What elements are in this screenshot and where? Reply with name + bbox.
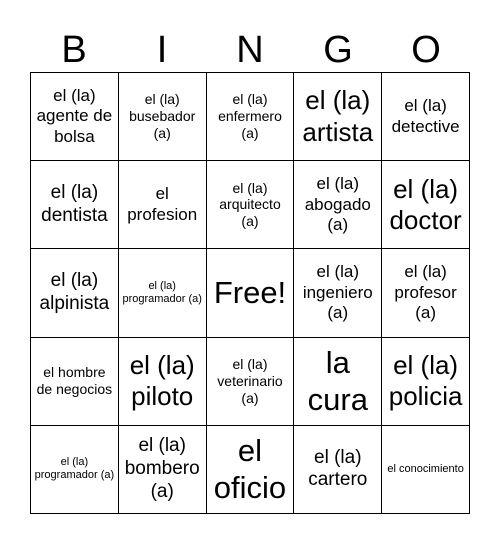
bingo-cell-r3c4[interactable] xyxy=(294,249,382,337)
cell-text: el (la) arquitecto (a) xyxy=(219,179,281,230)
bingo-cell-r3c1[interactable] xyxy=(31,249,119,337)
bingo-cell-r5c1[interactable] xyxy=(31,426,119,514)
bingo-cell-r3c2[interactable] xyxy=(119,249,207,337)
bingo-cell-r4c3[interactable] xyxy=(207,338,295,426)
bingo-cell-r4c4[interactable] xyxy=(294,338,382,426)
header-letter-g: G xyxy=(323,29,353,71)
bingo-cell-r2c1[interactable] xyxy=(31,161,119,249)
bingo-cell-r4c1[interactable] xyxy=(31,338,119,426)
cell-text: el (la) agente de bolsa xyxy=(36,86,113,146)
cell-text: el (la) dentista xyxy=(41,181,108,226)
bingo-header xyxy=(30,28,470,72)
bingo-cell-r5c2[interactable] xyxy=(119,426,207,514)
header-letter-n: N xyxy=(236,29,264,71)
header-letter-o: O xyxy=(411,29,441,71)
bingo-cell-r3c5[interactable] xyxy=(382,249,470,337)
cell-text: el profesion xyxy=(127,184,198,224)
bingo-cell-r4c5[interactable] xyxy=(382,338,470,426)
bingo-cell-r5c4[interactable] xyxy=(294,426,382,514)
bingo-cell-r1c2[interactable] xyxy=(119,73,207,161)
cell-text: el hombre de negocios xyxy=(36,364,113,398)
bingo-cell-free[interactable] xyxy=(207,249,295,337)
header-letter-i: I xyxy=(156,29,168,71)
cell-text: el (la) veterinario (a) xyxy=(217,356,283,406)
cell-text: el (la) cartero xyxy=(308,446,368,491)
bingo-card xyxy=(30,72,470,514)
cell-text: el conocimiento xyxy=(387,462,464,475)
cell-text: el (la) busebador (a) xyxy=(129,91,196,141)
bingo-cell-r4c2[interactable] xyxy=(119,338,207,426)
cell-text: la cura xyxy=(307,345,368,418)
bingo-cell-r5c5[interactable] xyxy=(382,426,470,514)
cell-text: el (la) doctor xyxy=(389,173,462,235)
bingo-cell-r2c5[interactable] xyxy=(382,161,470,249)
cell-text: el (la) bombero (a) xyxy=(124,435,200,502)
cell-text: Free! xyxy=(213,275,287,311)
bingo-cell-r2c2[interactable] xyxy=(119,161,207,249)
cell-text: el (la) alpinista xyxy=(39,270,110,314)
cell-text: el (la) piloto xyxy=(129,350,195,412)
cell-text: el (la) abogado (a) xyxy=(304,174,371,234)
cell-text: el (la) policia xyxy=(388,350,463,412)
cell-text: el (la) artista xyxy=(302,85,374,147)
header-letter-b: B xyxy=(61,29,87,71)
cell-text: el (la) detective xyxy=(391,96,460,136)
cell-text: el oficio xyxy=(213,433,287,506)
cell-text: el (la) ingeniero (a) xyxy=(302,262,373,323)
cell-text: el (la) programador (a) xyxy=(122,279,202,305)
cell-text: el (la) enfermero (a) xyxy=(218,91,282,141)
cell-text: el (la) profesor (a) xyxy=(394,262,457,323)
bingo-cell-r1c5[interactable] xyxy=(382,73,470,161)
bingo-cell-r5c3[interactable] xyxy=(207,426,295,514)
bingo-cell-r2c4[interactable] xyxy=(294,161,382,249)
bingo-cell-r1c1[interactable] xyxy=(31,73,119,161)
bingo-cell-r1c4[interactable] xyxy=(294,73,382,161)
cell-text: el (la) programador (a) xyxy=(34,456,115,482)
bingo-cell-r1c3[interactable] xyxy=(207,73,295,161)
bingo-cell-r2c3[interactable] xyxy=(207,161,295,249)
